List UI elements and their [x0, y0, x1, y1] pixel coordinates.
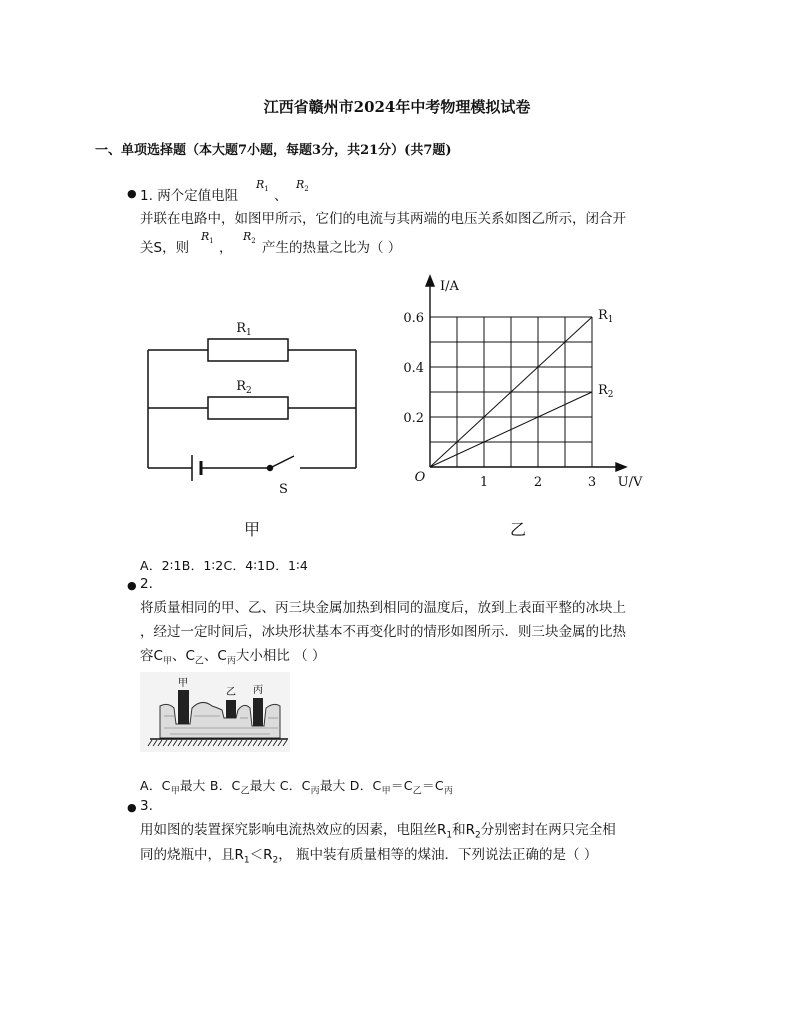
- metal-block-bing: [253, 698, 263, 726]
- fig-yi-label: 乙: [510, 520, 527, 539]
- block-label-bing: 丙: [253, 685, 263, 696]
- section-heading: 一、单项选择题（本大题7小题，每题3分，共21分）(共7题): [95, 143, 452, 158]
- q1-r1-symbol: $R_1$: [256, 178, 269, 194]
- iu-chart: [400, 270, 650, 495]
- q2-line-3: 容$C_甲$、$C_乙$、$C_丙$大小相比 （ ）: [140, 648, 326, 667]
- y-tick-label: 0.4: [403, 361, 424, 376]
- block-label-yi: 乙: [226, 687, 236, 698]
- metal-block-yi: [226, 700, 236, 718]
- series-label-r1: $R_1$: [598, 308, 614, 325]
- q1-number: 1.: [140, 188, 153, 204]
- x-axis-arrow: [616, 463, 626, 471]
- y-tick-label: 0.2: [403, 411, 424, 426]
- q1-r2-symbol-2: $R_2$: [243, 230, 256, 246]
- y-tick-label: 0.6: [403, 311, 424, 326]
- bullet-icon: ●: [127, 801, 137, 814]
- q2-line-2: ，经过一定时间后，冰块形状基本不再变化时的情形如图所示．则三块金属的比热: [140, 624, 626, 640]
- series-label-r2: $R_2$: [598, 383, 614, 400]
- origin-label: O: [414, 470, 426, 485]
- resistor-r1: [208, 339, 288, 361]
- x-tick-label: 1: [479, 475, 489, 490]
- y-axis-arrow: [426, 276, 434, 286]
- switch-blade: [270, 456, 294, 468]
- q1-line-3b: ，: [219, 240, 233, 256]
- q1-sep: 、: [274, 188, 288, 204]
- switch-label: S: [279, 482, 288, 497]
- x-tick-label: 2: [533, 475, 543, 490]
- q3-number: 3.: [140, 798, 153, 814]
- q3-line-1: 用如图的装置探究影响电流热效应的因素，电阻丝$R_1$和$R_2$分别密封在两只完全相: [140, 822, 616, 841]
- q1-line-3a: 关S，则: [140, 240, 190, 256]
- q1-r2-symbol: $R_2$: [296, 178, 309, 194]
- y-axis-label: I/A: [440, 279, 459, 294]
- ice-block-figure: [140, 672, 290, 752]
- page-title: 江西省赣州市2024年中考物理模拟试卷: [263, 98, 531, 116]
- q2-line-1: 将质量相同的甲、乙、丙三块金属加热到相同的温度后，放到上表面平整的冰块上: [140, 600, 626, 616]
- r2-label: $R_2$: [236, 379, 252, 396]
- q1-line-2: 并联在电路中，如图甲所示，它们的电流与其两端的电压关系如图乙所示，闭合开: [140, 211, 626, 227]
- q1-r1-symbol-2: $R_1$: [201, 230, 214, 246]
- r1-label: $R_1$: [236, 321, 252, 338]
- q2-options: A．$C_甲$最大 B．$C_乙$最大 C．$C_丙$最大 D．$C_甲=C_乙=C_丙$: [140, 778, 454, 797]
- metal-block-jia: [178, 690, 189, 724]
- q1-line-3c: 产生的热量之比为（ ）: [262, 240, 402, 256]
- q1-lead: 两个定值电阻: [157, 188, 239, 204]
- q1-line-1: [140, 184, 238, 204]
- q1-options: A．2∶1B．1∶2C．4∶1D．1∶4: [140, 558, 309, 573]
- fig-jia-label: 甲: [244, 520, 261, 539]
- block-label-jia: 甲: [178, 678, 188, 689]
- q3-line-2: 同的烧瓶中，且$R_1<R_2$， 瓶中装有质量相等的煤油．下列说法正确的是（ ）: [140, 847, 598, 866]
- resistor-r2: [208, 397, 288, 419]
- circuit-diagram: [140, 310, 365, 500]
- q2-number: 2.: [140, 576, 153, 592]
- bullet-icon: ●: [127, 579, 137, 592]
- bullet-icon: ●: [127, 187, 137, 200]
- x-tick-label: 3: [587, 475, 597, 490]
- x-axis-label: U/V: [617, 475, 643, 490]
